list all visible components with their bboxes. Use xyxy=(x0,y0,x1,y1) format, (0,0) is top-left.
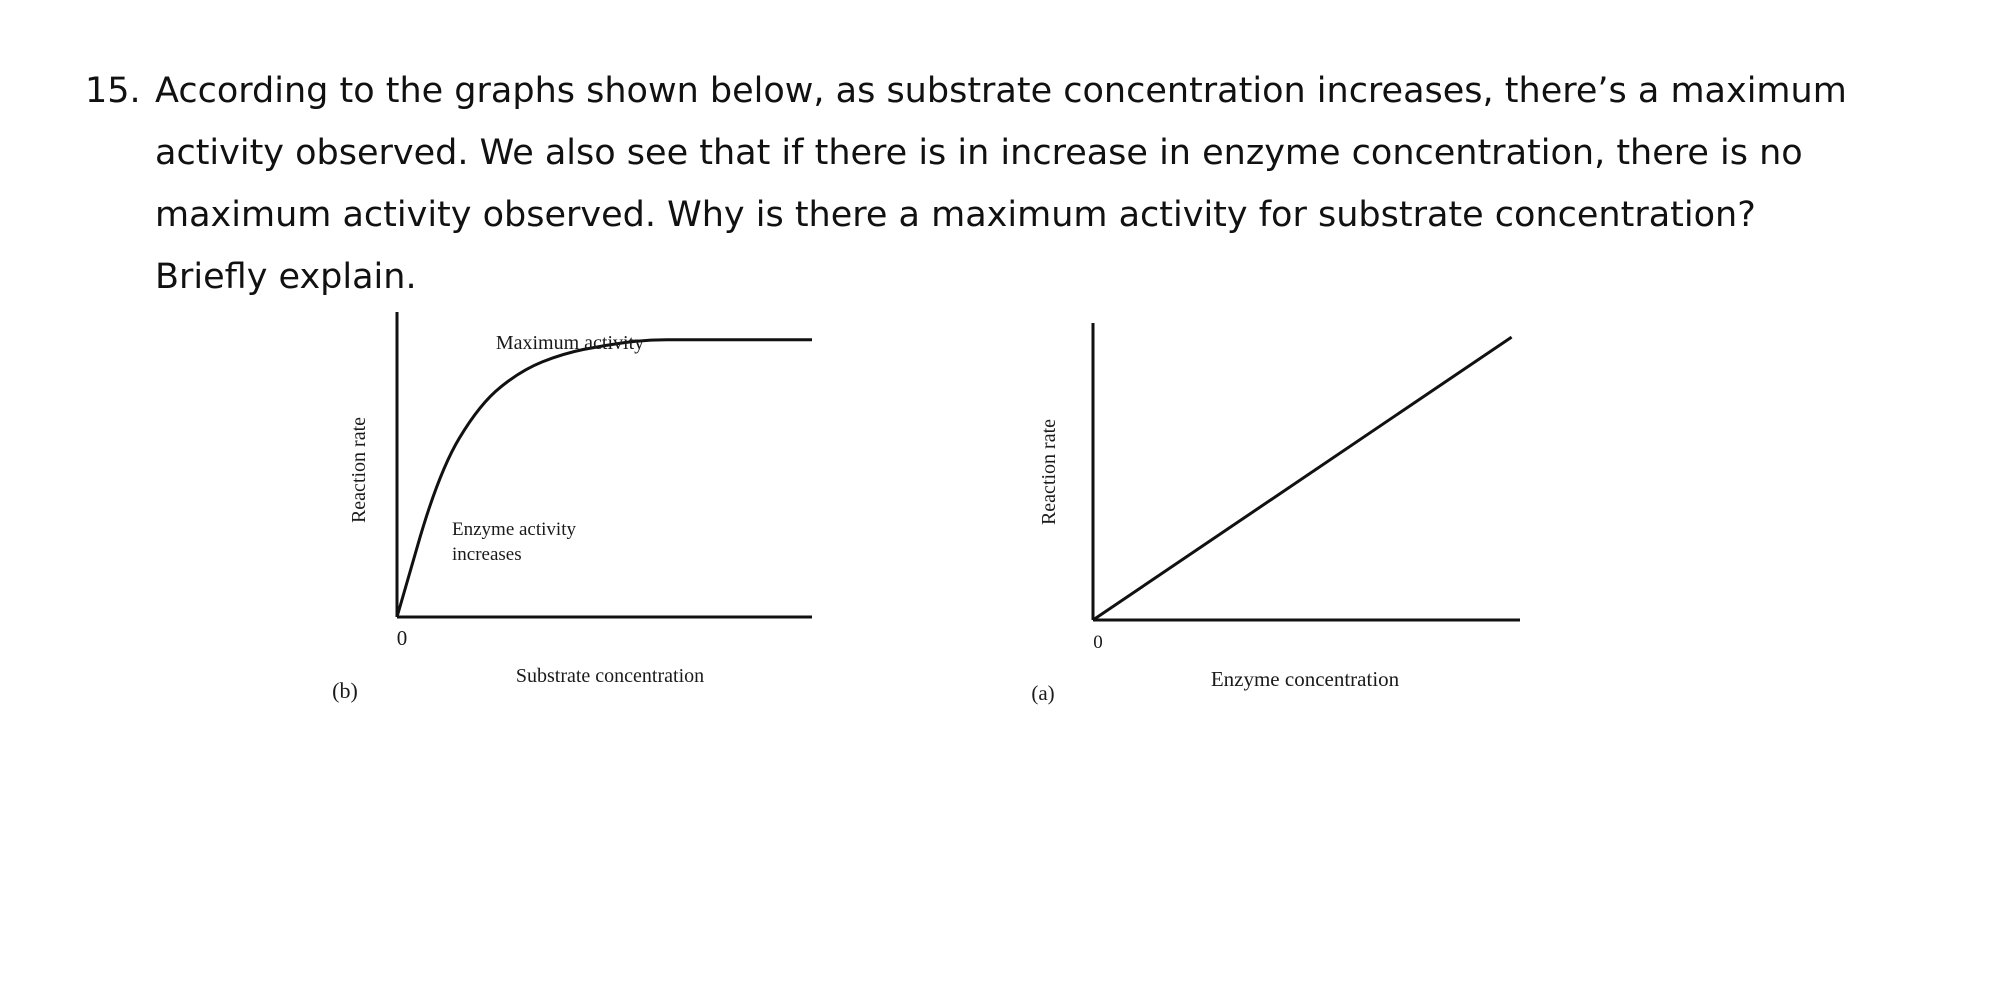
question-number: 15. xyxy=(85,71,141,111)
chart-b-origin-label: 0 xyxy=(396,626,408,650)
question-line-1: According to the graphs shown below, as substrate concentration increases, there’s a maximum xyxy=(155,71,1847,111)
chart-b-annotation-increases: increases xyxy=(452,544,522,565)
chart-b xyxy=(332,312,812,703)
question-line-2: activity observed. We also see that if there is in increase in enzyme concentration, there is no xyxy=(155,133,1803,173)
question-line-3: maximum activity observed. Why is there a maximum activity for substrate concentration? xyxy=(155,195,1756,235)
chart-b-panel-label: (b) xyxy=(332,678,358,703)
chart-b-series-line xyxy=(397,340,812,617)
chart-b-annotation-max: Maximum activity xyxy=(495,332,645,354)
chart-a-series-line xyxy=(1093,337,1512,620)
chart-b-annotation-activity: Enzyme activity xyxy=(452,519,576,540)
chart-b-xlabel: Substrate concentration xyxy=(515,665,705,687)
chart-a-origin-label: 0 xyxy=(1093,632,1103,653)
chart-a-ylabel: Reaction rate xyxy=(1038,418,1060,526)
chart-a xyxy=(1031,323,1520,705)
question-line-4: Briefly explain. xyxy=(155,257,417,297)
chart-b-ylabel: Reaction rate xyxy=(348,416,370,524)
chart-a-panel-label: (a) xyxy=(1031,681,1055,705)
chart-a-xlabel: Enzyme concentration xyxy=(1210,667,1400,691)
